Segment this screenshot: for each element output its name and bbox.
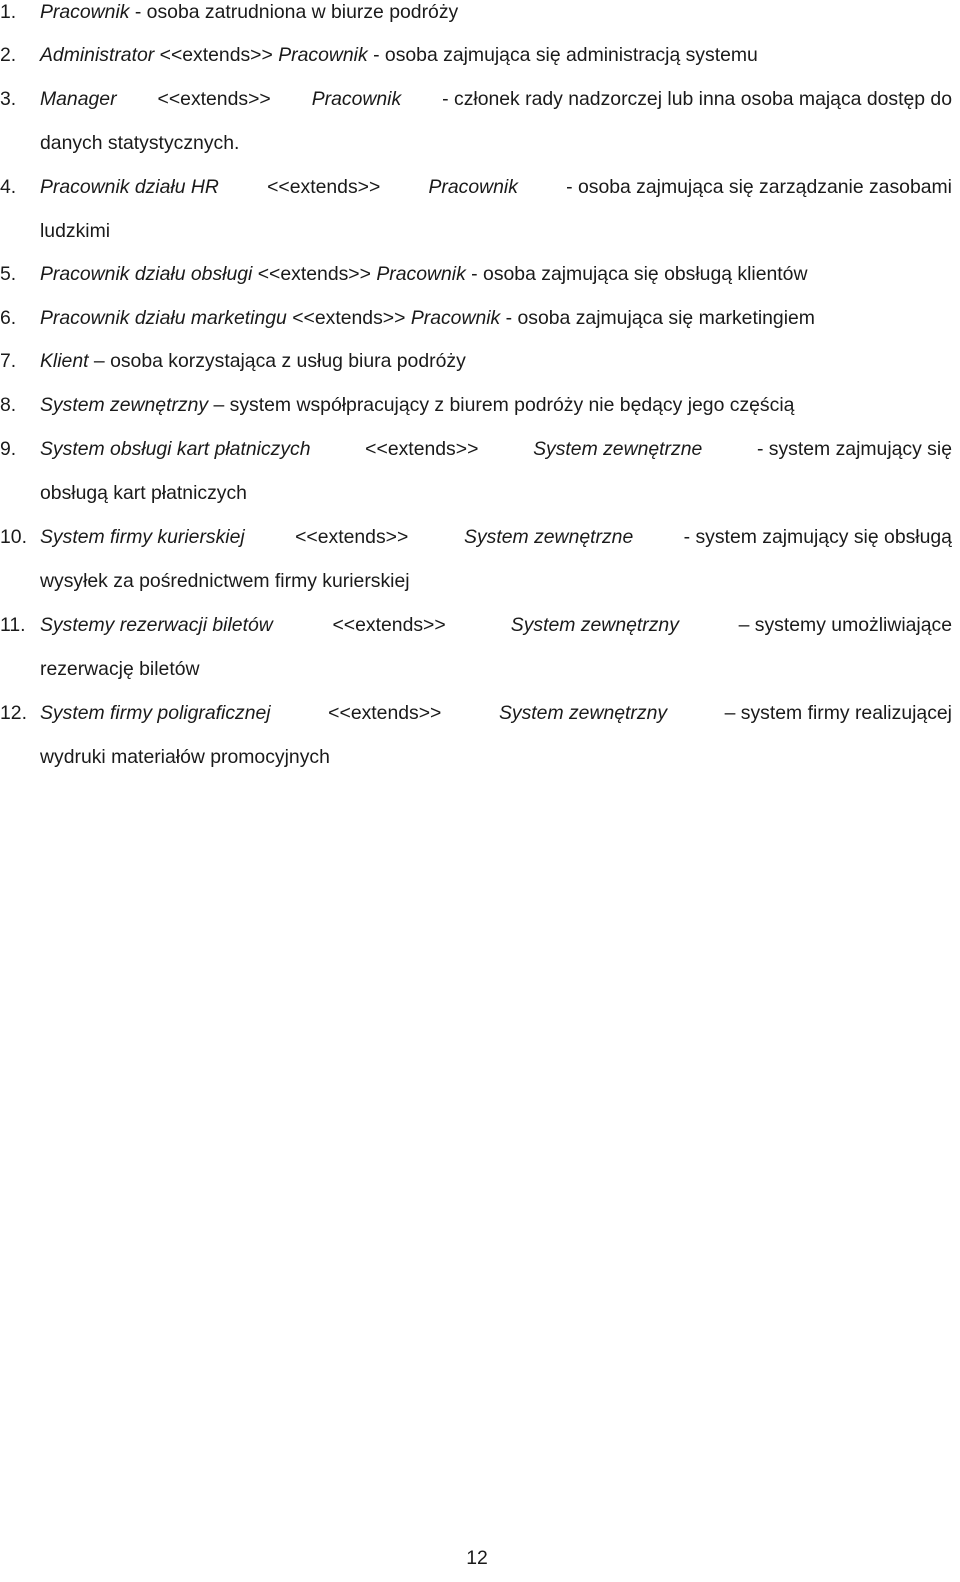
- list-text: [40, 84, 952, 114]
- list-text-continuation: ludzkimi: [40, 220, 111, 242]
- parent-actor: Pracownik: [410, 307, 501, 329]
- list-number: 12.: [0, 702, 27, 724]
- list-text-continuation: wydruki materiałów promocyjnych: [40, 746, 330, 768]
- extends-keyword: <<extends>>: [252, 263, 377, 285]
- parent-actor: Pracownik: [278, 44, 368, 66]
- actor-name: System firmy poligraficznej: [40, 702, 271, 724]
- list-number: 4.: [0, 176, 17, 198]
- actor-description: - osoba zajmująca się marketingiem: [500, 307, 815, 329]
- list-text: [40, 522, 952, 552]
- actor-description: – systemy umożliwiające: [733, 614, 952, 636]
- actor-name: Pracownik działu marketingu: [40, 307, 287, 329]
- list-number: 10.: [0, 526, 27, 548]
- actor-name: Pracownik działu obsługi: [40, 263, 253, 285]
- list-text-continuation: danych statystycznych.: [40, 132, 240, 154]
- list-number: 1.: [0, 1, 17, 23]
- actor-description: - osoba zatrudniona w biurze podróży: [129, 1, 459, 23]
- parent-actor: Pracownik: [428, 176, 518, 198]
- actor-name: Pracownik działu HR: [40, 176, 219, 198]
- list-number: 9.: [0, 438, 17, 460]
- list-text: [40, 434, 952, 464]
- parent-actor: System zewnętrzny: [510, 614, 679, 636]
- actor-name: Systemy rezerwacji biletów: [40, 614, 273, 636]
- list-text-continuation: rezerwację biletów: [40, 658, 200, 680]
- actor-description: - członek rady nadzorczej lub inna osoba mająca dostęp do: [436, 88, 952, 110]
- list-number: 8.: [0, 394, 17, 416]
- list-text: [40, 610, 952, 640]
- parent-actor: System zewnętrzne: [464, 526, 634, 548]
- extends-keyword: <<extends>>: [261, 176, 386, 198]
- extends-keyword: <<extends>>: [152, 88, 277, 110]
- list-text: [40, 0, 952, 27]
- parent-actor: System zewnętrzny: [498, 702, 668, 724]
- list-number: 5.: [0, 263, 17, 285]
- extends-keyword: <<extends>>: [286, 307, 411, 329]
- list-text: [40, 172, 952, 202]
- list-text-continuation: obsługą kart płatniczych: [40, 482, 247, 504]
- list-text: [40, 698, 952, 728]
- list-text-continuation: wysyłek za pośrednictwem firmy kurierskiej: [40, 570, 410, 592]
- list-number: 2.: [0, 44, 17, 66]
- list-number: 6.: [0, 307, 17, 329]
- list-number: 7.: [0, 350, 17, 372]
- list-number: 3.: [0, 88, 17, 110]
- actor-name: Pracownik: [40, 1, 130, 23]
- list-text: [40, 40, 952, 70]
- list-number: 11.: [0, 614, 26, 636]
- list-text: [40, 390, 952, 420]
- actor-description: – system współpracujący z biurem podróży nie będący jego częścią: [208, 394, 795, 416]
- list-text: [40, 303, 952, 333]
- page-number-text: 12: [466, 1547, 488, 1569]
- actor-name: System firmy kurierskiej: [40, 526, 245, 548]
- actor-description: - osoba zajmująca się zarządzanie zasobami: [560, 176, 952, 198]
- parent-actor: Pracownik: [311, 88, 402, 110]
- page-number: [0, 1543, 960, 1573]
- extends-keyword: <<extends>>: [322, 702, 447, 724]
- actor-description: - system zajmujący się obsługą: [678, 526, 952, 548]
- extends-keyword: <<extends>>: [289, 526, 420, 548]
- parent-actor: System zewnętrzne: [533, 438, 703, 460]
- actor-description: - osoba zajmująca się administracją systemu: [367, 44, 758, 66]
- actor-name: Manager: [40, 88, 117, 110]
- actor-description: - system zajmujący się: [751, 438, 952, 460]
- extends-keyword: <<extends>>: [327, 614, 457, 636]
- actor-description: - osoba zajmująca się obsługą klientów: [465, 263, 808, 285]
- actor-description: – osoba korzystająca z usług biura podróży: [88, 350, 466, 372]
- list-text: [40, 259, 952, 289]
- actor-name: Administrator: [40, 44, 155, 66]
- actor-name: System obsługi kart płatniczych: [40, 438, 311, 460]
- list-text: [40, 346, 952, 376]
- extends-keyword: <<extends>>: [154, 44, 279, 66]
- extends-keyword: <<extends>>: [359, 438, 484, 460]
- actor-description: – system firmy realizującej: [719, 702, 952, 724]
- actor-name: Klient: [40, 350, 89, 372]
- parent-actor: Pracownik: [376, 263, 466, 285]
- actor-name: System zewnętrzny: [40, 394, 209, 416]
